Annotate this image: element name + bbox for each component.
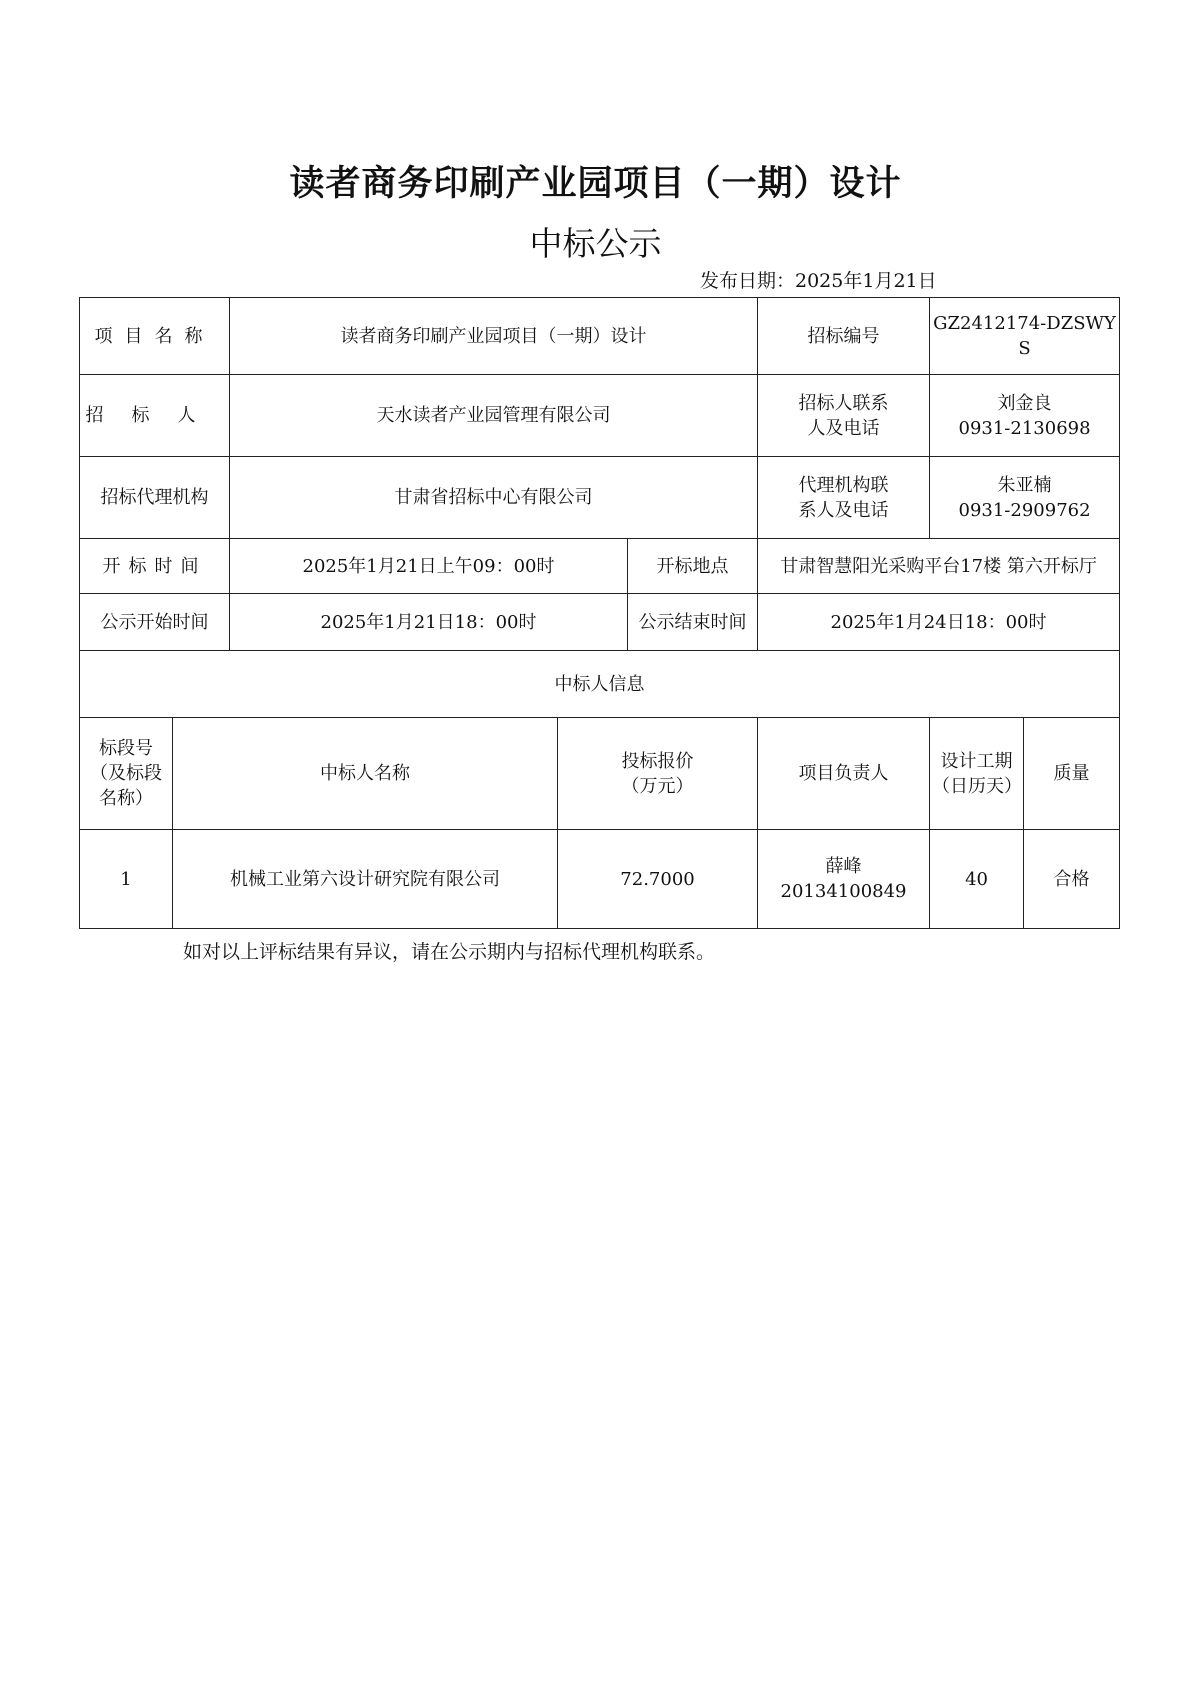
agency-contact-name: 朱亚楠: [997, 474, 1052, 496]
header-bid-price-line2: （万元）: [621, 775, 694, 797]
row-winner-section-title: [80, 651, 1120, 718]
project-name-value: 读者商务印刷产业园项目（一期）设计: [230, 298, 758, 375]
row-open-time: [80, 539, 1120, 594]
objection-note: 如对以上评标结果有异议，请在公示期内与招标代理机构联系。: [183, 941, 716, 963]
project-name-label: 项目名称: [80, 298, 230, 375]
table-row: [80, 830, 1120, 929]
tenderer-contact-label-line1: 招标人联系: [798, 392, 889, 414]
header-lot-line3: 名称）: [99, 788, 153, 809]
bid-no-value: GZ2412174-DZSWYS: [930, 298, 1120, 375]
winner-design-period: 40: [930, 830, 1024, 929]
row-tenderer: [80, 375, 1120, 457]
winner-project-manager: [758, 830, 930, 929]
open-place-value: 甘肃智慧阳光采购平台17楼 第六开标厅: [758, 539, 1120, 594]
row-notice-period: [80, 594, 1120, 651]
row-winner-headers: [80, 718, 1120, 830]
header-project-manager: 项目负责人: [758, 718, 930, 830]
publish-date: 发布日期：2025年1月21日: [700, 270, 937, 292]
agency-label: 招标代理机构: [80, 457, 230, 539]
header-quality: 质量: [1024, 718, 1120, 830]
open-place-label: 开标地点: [628, 539, 758, 594]
winner-name: 机械工业第六设计研究院有限公司: [173, 830, 558, 929]
row-project-name: [80, 298, 1120, 375]
document-title: 读者商务印刷产业园项目（一期）设计: [289, 164, 902, 204]
open-time-label: 开标时间: [80, 539, 230, 594]
agency-contact-phone: 0931-2909762: [958, 499, 1091, 521]
row-agency: [80, 457, 1120, 539]
open-time-value: 2025年1月21日上午09：00时: [230, 539, 628, 594]
header-bid-price: [558, 718, 758, 830]
winner-quality: 合格: [1024, 830, 1120, 929]
header-lot-line1: 标段号: [99, 738, 153, 759]
notice-end-label: 公示结束时间: [628, 594, 758, 651]
tenderer-contact-value: [930, 375, 1120, 457]
header-design-period-line2: （日历天）: [932, 775, 1023, 797]
notice-start-value: 2025年1月21日18：00时: [230, 594, 628, 651]
bid-announcement-table: [79, 297, 1120, 929]
tenderer-contact-label-line2: 人及电话: [807, 417, 880, 439]
agency-value: 甘肃省招标中心有限公司: [230, 457, 758, 539]
header-lot-line2: （及标段: [90, 763, 162, 784]
tenderer-contact-label: [758, 375, 930, 457]
header-winner-name: 中标人名称: [173, 718, 558, 830]
winner-bid-price: 72.7000: [558, 830, 758, 929]
document-subtitle: 中标公示: [529, 224, 662, 263]
agency-contact-label-line2: 系人及电话: [798, 499, 889, 521]
winner-lot: 1: [80, 830, 173, 929]
header-bid-price-line1: 投标报价: [621, 750, 694, 772]
agency-contact-value: [930, 457, 1120, 539]
agency-contact-label: [758, 457, 930, 539]
notice-end-value: 2025年1月24日18：00时: [758, 594, 1120, 651]
bid-no-label: 招标编号: [758, 298, 930, 375]
header-design-period: [930, 718, 1024, 830]
winner-manager-name: 薛峰: [825, 856, 862, 877]
agency-contact-label-line1: 代理机构联: [798, 474, 889, 496]
tenderer-label: 招标人: [80, 375, 230, 457]
notice-start-label: 公示开始时间: [80, 594, 230, 651]
header-lot: [80, 718, 173, 830]
winner-manager-id: 20134100849: [780, 881, 907, 902]
tenderer-value: 天水读者产业园管理有限公司: [230, 375, 758, 457]
winner-section-title: 中标人信息: [80, 651, 1120, 718]
tenderer-contact-phone: 0931-2130698: [958, 417, 1091, 439]
header-design-period-line1: 设计工期: [940, 750, 1013, 772]
tenderer-contact-name: 刘金良: [997, 392, 1052, 414]
